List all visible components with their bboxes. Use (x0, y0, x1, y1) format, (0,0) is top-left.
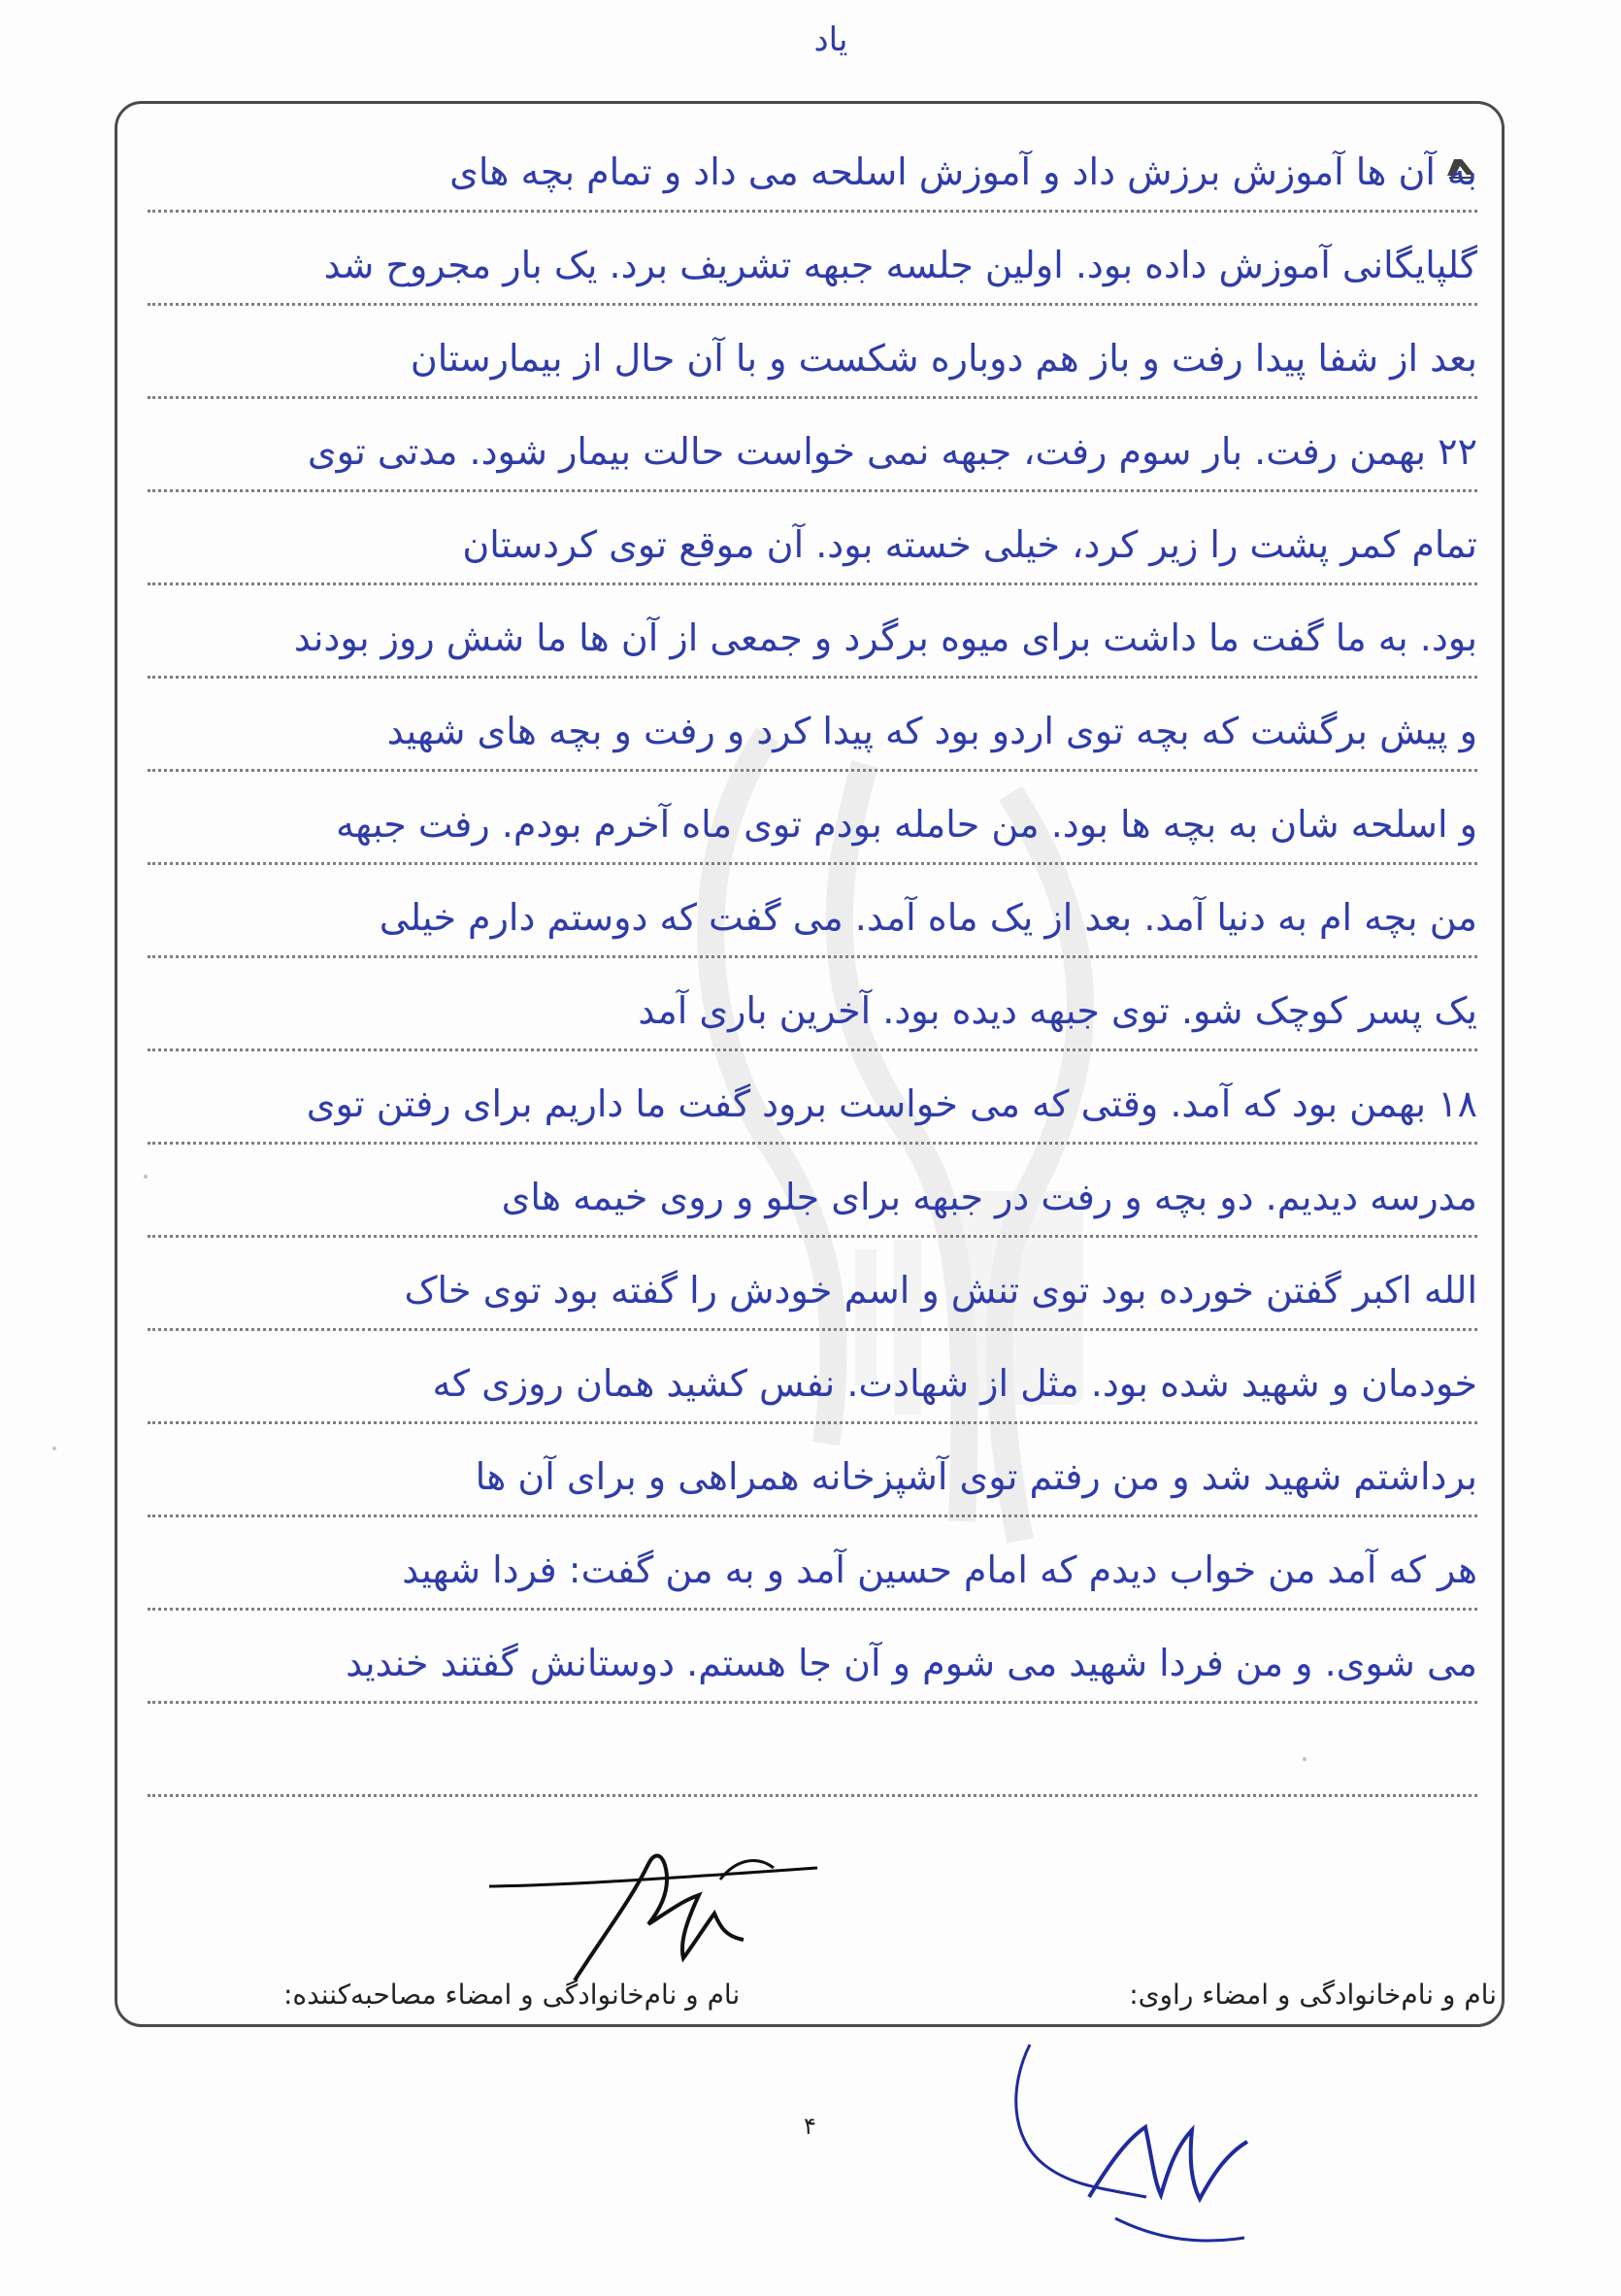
line-11-text: ۱۸ بهمن بود که آمد. وقتی که می خواست برود گفت ما داریم برای رفتن توی (306, 1082, 1477, 1125)
dotted-rule (148, 1514, 1477, 1517)
handwritten-line (148, 616, 1477, 713)
line-13-text: الله اکبر گفتن خورده بود توی تنش و اسم خودش را گفته بود توی خاک (404, 1269, 1477, 1312)
dotted-rule (148, 1328, 1477, 1331)
dotted-rule (148, 769, 1477, 772)
line-6-text: بود. به ما گفت ما داشت برای میوه برگرد و جمعی از آن ها ما شش روز بودند (293, 616, 1477, 659)
handwritten-line (148, 1548, 1477, 1645)
line-12-text: مدرسه دیدیم. دو بچه و رفت در جبهه برای جلو و روی خیمه های (501, 1176, 1477, 1218)
scan-speck (52, 1447, 56, 1450)
handwritten-line (148, 989, 1477, 1085)
dotted-rule (148, 676, 1477, 679)
dotted-rule (148, 303, 1477, 306)
dotted-rule (148, 955, 1477, 958)
handwritten-line (148, 430, 1477, 526)
line-15-text: برداشتم شهید شد و من رفتم توی آشپزخانه همراهی و برای آن ها (475, 1455, 1477, 1498)
handwritten-line (148, 710, 1477, 806)
line-10-text: یک پسر کوچک شو. توی جبهه دیده بود. آخرین باری آمد (638, 989, 1477, 1032)
dotted-rule (148, 582, 1477, 585)
dotted-rule (148, 1421, 1477, 1424)
line-14-text: خودمان و شهید شده بود. مثل از شهادت. نفس کشید همان روزی که (432, 1362, 1477, 1405)
handwritten-line (148, 1362, 1477, 1458)
page-number: ۴ (804, 2113, 816, 2140)
top-note: یاد (813, 20, 848, 59)
handwritten-line (148, 896, 1477, 992)
dotted-rule (148, 1048, 1477, 1051)
handwritten-body (148, 150, 1477, 1831)
dotted-rule (148, 1235, 1477, 1238)
dotted-rule (148, 489, 1477, 492)
line-17-text: می شوی. و من فردا شهید می شوم و آن جا هستم. دوستانش گفتند خندید (346, 1642, 1477, 1684)
narrator-signature-icon (1005, 2039, 1286, 2281)
line-4-text: ۲۲ بهمن رفت. بار سوم رفت، جبهه نمی خواست حالت بیمار شود. مدتی توی (307, 430, 1477, 473)
line-7-text: و پیش برگشت که بچه توی اردو بود که پیدا کرد و رفت و بچه های شهید (386, 710, 1477, 752)
dotted-rule (148, 210, 1477, 213)
interviewer-signature-label: نام و نام‌خانوادگی و امضاء مصاحبه‌کننده: (283, 1979, 741, 2011)
dotted-rule (148, 396, 1477, 399)
scan-speck (1303, 1757, 1307, 1761)
dotted-rule (148, 1794, 1477, 1797)
handwritten-line (148, 1642, 1477, 1738)
scan-speck (144, 1175, 148, 1179)
handwritten-line (148, 1269, 1477, 1365)
handwritten-line (148, 337, 1477, 433)
handwritten-line (148, 803, 1477, 899)
dotted-rule (148, 1608, 1477, 1611)
line-16-text: هر که آمد من خواب دیدم که امام حسین آمد و به من گفت: فردا شهید (402, 1548, 1477, 1591)
handwritten-line (148, 150, 1477, 247)
dotted-rule (148, 1142, 1477, 1145)
dotted-rule (148, 862, 1477, 865)
dotted-rule (148, 1701, 1477, 1704)
narrator-signature-label: نام و نام‌خانوادگی و امضاء راوی: (1129, 1979, 1497, 2011)
line-1-text: به آن ها آموزش برزش داد و آموزش اسلحه می داد و تمام بچه های (449, 150, 1477, 193)
line-9-text: من بچه ام به دنیا آمد. بعد از یک ماه آمد. می گفت که دوستم دارم خیلی (379, 896, 1477, 939)
handwritten-line (148, 523, 1477, 619)
line-5-text: تمام کمر پشت را زیر کرد، خیلی خسته بود. آن موقع توی کردستان (462, 523, 1477, 566)
handwritten-line (148, 1176, 1477, 1272)
handwritten-line (148, 244, 1477, 340)
line-8-text: و اسلحه شان به بچه ها بود. من حامله بودم توی ماه آخرم بودم. رفت جبهه (335, 803, 1477, 846)
line-3-text: بعد از شفا پیدا رفت و باز هم دوباره شکست و با آن حال از بیمارستان (410, 337, 1477, 380)
handwritten-line (148, 1082, 1477, 1179)
handwritten-line (148, 1455, 1477, 1551)
line-2-text: گلپایگانی آموزش داده بود. اولین جلسه جبهه تشریف برد. یک بار مجروح شد (323, 244, 1477, 286)
handwritten-line-empty (148, 1738, 1477, 1831)
